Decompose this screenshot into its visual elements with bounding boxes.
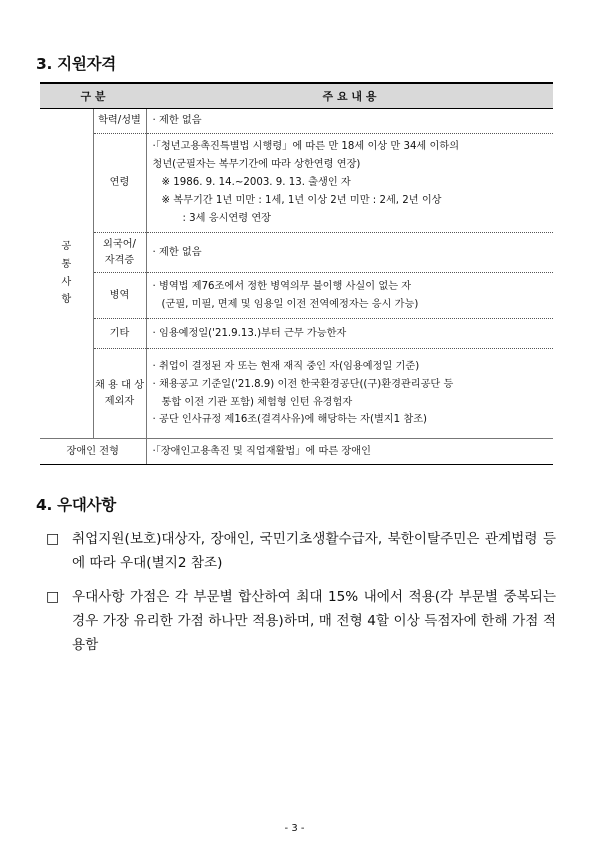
header-category: 구 분	[40, 83, 146, 109]
preference-item-2-text: 우대사항 가점은 각 부문별 합산하여 최대 15% 내에서 적용(각 부문별 중복되는 경우 가장 유리한 가점 하나만 적용)하며, 매 전형 4할 이상 득점자에 한해 가점 적용함	[72, 589, 556, 653]
category-disabled: 장애인 전형	[40, 439, 146, 465]
content-language: · 제한 없음	[146, 233, 553, 273]
category-education: 학력/성별	[93, 109, 146, 134]
checkbox-square-icon: □	[46, 531, 60, 547]
content-exclusion: · 취업이 결정된 자 또는 현재 재직 중인 자(임용예정일 기준) · 채용공고 기준일('21.8.9) 이전 한국환경공단((구)환경관리공단 등 통합 이전 기관 포함) 체험형 인턴 유경험자 · 공단 인사규정 제16조(결격사유)에 해당하는 자(별지1 참조)	[152, 360, 454, 426]
table-row-exclusion	[40, 349, 553, 439]
table-row-military	[40, 273, 553, 319]
preference-item-2	[46, 585, 556, 657]
table-row-other	[40, 319, 553, 349]
header-content: 주 요 내 용	[146, 83, 553, 109]
category-age: 연령	[93, 134, 146, 233]
common-group-cell	[40, 109, 93, 439]
section-title-qualifications: 3. 지원자격	[36, 55, 116, 73]
category-language: 외국어/ 자격증	[93, 233, 146, 273]
preference-item-1-text: 취업지원(보호)대상자, 장애인, 국민기초생활수급자, 북한이탈주민은 관계법령 등에 따라 우대(별지2 참조)	[72, 531, 556, 571]
content-military: · 병역법 제76조에서 정한 병역의무 불이행 사실이 없는 자 (군필, 미필, 면제 및 임용일 이전 전역예정자는 응시 가능)	[146, 273, 553, 319]
content-other: · 임용예정일('21.9.13.)부터 근무 가능한자	[146, 319, 553, 349]
table-row-disabled	[40, 439, 553, 465]
category-military: 병역	[93, 273, 146, 319]
content-education: · 제한 없음	[146, 109, 553, 134]
common-group-label: 공 통 사 항	[61, 240, 72, 306]
page-number: - 3 -	[284, 823, 305, 834]
checkbox-square-icon: □	[46, 589, 60, 605]
qualification-table	[40, 82, 553, 465]
category-other: 기타	[93, 319, 146, 349]
table-header-row	[40, 83, 553, 109]
section-title-preferences: 4. 우대사항	[36, 496, 116, 514]
table-row-age	[40, 134, 553, 233]
content-disabled: ·「장애인고용촉진 및 직업재활법」에 따른 장애인	[146, 439, 553, 465]
preference-item-1	[46, 527, 556, 575]
category-exclusion: 채 용 대 상 제외자	[93, 349, 146, 439]
content-age: ·「청년고용촉진특별법 시행령」에 따른 만 18세 이상 만 34세 이하의 청년(군필자는 복무기간에 따라 상한연령 연장) ※ 1986. 9. 14.~2003. 9. 13. 출생인 자 ※ 복무기간 1년 미만 : 1세, 1년 이상 2년 미만 : 2세, 2년 이상 : 3세 응시연령 연장	[146, 134, 553, 233]
table-row-education	[40, 109, 553, 134]
table-row-language	[40, 233, 553, 273]
